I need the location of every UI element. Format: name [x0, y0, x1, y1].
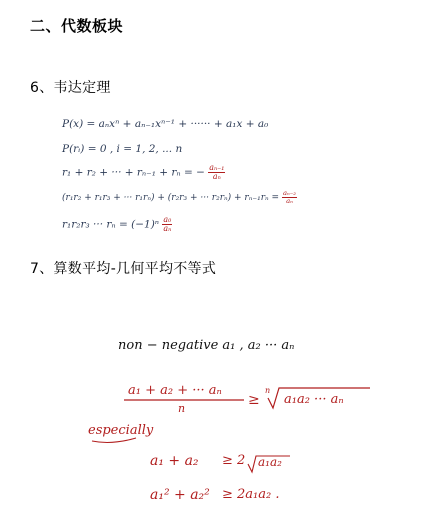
- vieta-line-3-num: aₙ₋₁: [209, 163, 225, 172]
- amgm-denominator: n: [178, 402, 186, 415]
- vieta-line-2: P(rᵢ) = 0 , i = 1, 2, ... n: [62, 143, 183, 155]
- vieta-line-5-num: a₀: [163, 215, 172, 224]
- vieta-line-1: P(x) = aₙxⁿ + aₙ₋₁xⁿ⁻¹ + ······ + a₁x + a₀: [62, 118, 269, 130]
- amgm-geq: ≥: [248, 392, 260, 408]
- amgm-special-1-root: a₁a₂: [258, 455, 282, 469]
- vieta-heading: 6、韦达定理: [30, 80, 111, 96]
- amgm-special-1-geq: ≥ 2: [222, 453, 246, 468]
- amgm-nonnegative: non − negative a₁ , a₂ ··· aₙ: [118, 338, 295, 353]
- amgm-special-2-right: ≥ 2a₁a₂ .: [222, 487, 280, 502]
- section-title: 二、代数板块: [30, 17, 124, 35]
- vieta-line-4-num: aₙ₋₂: [282, 189, 296, 197]
- amgm-special-2-left: a₁² + a₂²: [150, 487, 210, 503]
- special-1-radical-sign: [248, 456, 290, 472]
- vieta-line-3-den: aₙ: [212, 171, 221, 181]
- amgm-numerator: a₁ + a₂ + ··· aₙ: [128, 383, 222, 398]
- amgm-heading: 7、算数平均-几何平均不等式: [30, 261, 217, 277]
- vieta-line-5-den: aₙ: [163, 223, 172, 233]
- amgm-root-index: n: [265, 386, 271, 395]
- vieta-line-4-left: (r₁r₂ + r₁r₃ + ··· r₁rₙ) + (r₂r₃ + ··· r₂rₙ) + rₙ₋₁rₙ =: [62, 192, 280, 203]
- amgm-special-1-left: a₁ + a₂: [150, 453, 199, 469]
- amgm-root-body: a₁a₂ ··· aₙ: [284, 392, 344, 407]
- amgm-especially: especially: [88, 423, 154, 438]
- vieta-line-4-den: aₙ: [286, 196, 293, 205]
- vieta-line-3-left: r₁ + r₂ + ··· + rₙ₋₁ + rₙ = −: [62, 166, 205, 179]
- vieta-line-5-left: r₁r₂r₃ ··· rₙ = (−1)ⁿ: [62, 218, 160, 231]
- especially-underline: [92, 438, 136, 442]
- amgm-radical-sign: [268, 388, 370, 408]
